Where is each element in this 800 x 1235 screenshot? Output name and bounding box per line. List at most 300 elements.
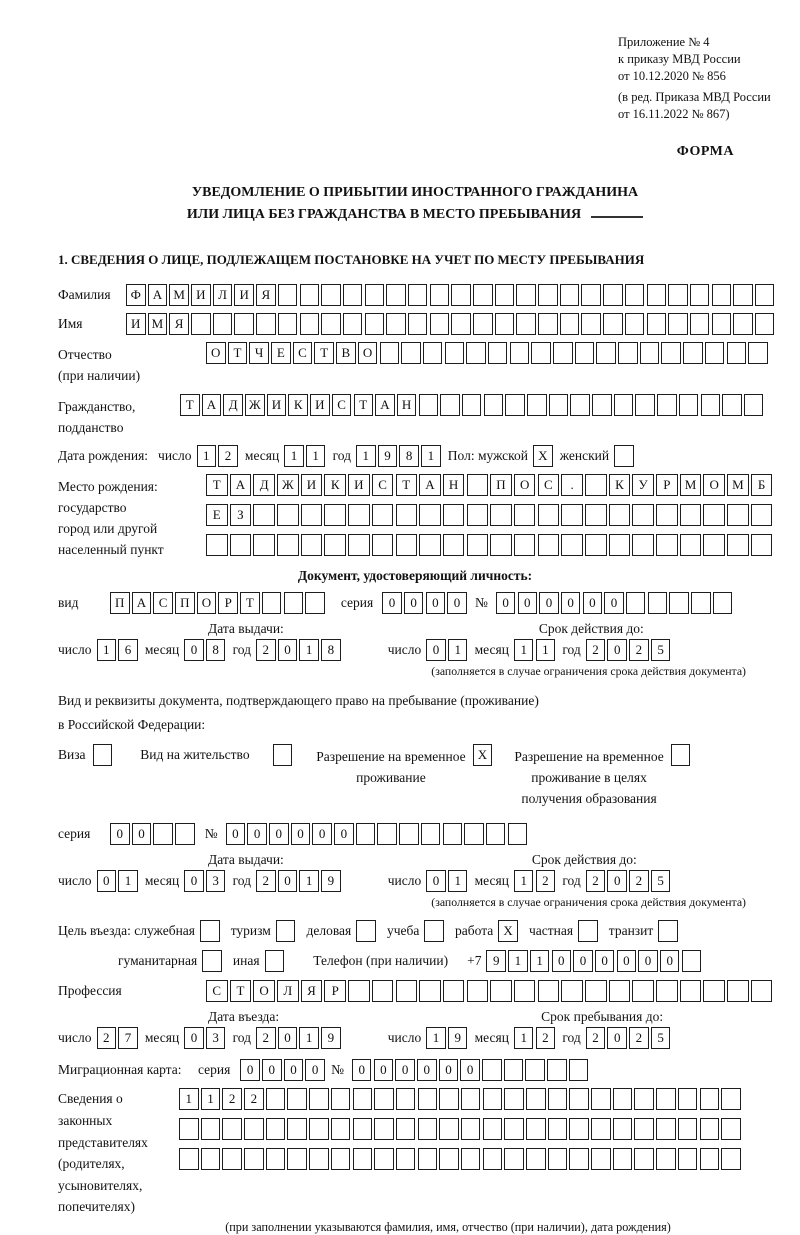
char-cell[interactable] (153, 823, 173, 845)
char-cell[interactable] (721, 1148, 741, 1170)
char-cell[interactable]: И (234, 284, 254, 306)
char-cell[interactable] (700, 1148, 720, 1170)
char-cell[interactable]: 2 (629, 870, 649, 892)
char-cell[interactable] (668, 284, 688, 306)
char-cell[interactable] (443, 504, 465, 526)
char-cell[interactable] (262, 592, 282, 614)
char-cell[interactable]: 0 (226, 823, 246, 845)
char-cell[interactable] (222, 1148, 242, 1170)
stay-doc-issue-year-cells[interactable] (256, 870, 343, 892)
char-cell[interactable] (721, 1088, 741, 1110)
char-cell[interactable] (324, 504, 346, 526)
char-cell[interactable]: Ж (277, 474, 299, 496)
char-cell[interactable] (424, 920, 444, 942)
char-cell[interactable]: З (230, 504, 252, 526)
char-cell[interactable]: 0 (184, 870, 204, 892)
char-cell[interactable] (632, 980, 654, 1002)
char-cell[interactable] (656, 1088, 676, 1110)
char-cell[interactable]: А (132, 592, 152, 614)
char-cell[interactable] (439, 1118, 459, 1140)
char-cell[interactable]: 0 (262, 1059, 282, 1081)
char-cell[interactable]: О (197, 592, 217, 614)
char-cell[interactable]: К (288, 394, 308, 416)
char-cell[interactable]: С (372, 474, 394, 496)
char-cell[interactable]: 1 (514, 1027, 534, 1049)
char-cell[interactable] (464, 823, 484, 845)
char-cell[interactable]: О (514, 474, 536, 496)
doc-issue-day-cells[interactable] (97, 639, 140, 661)
char-cell[interactable] (527, 394, 547, 416)
legal-row3-cells[interactable] (179, 1148, 743, 1170)
doc-valid-year-cells[interactable] (586, 639, 673, 661)
char-cell[interactable]: 1 (426, 1027, 446, 1049)
char-cell[interactable] (430, 284, 450, 306)
char-cell[interactable]: 1 (356, 445, 376, 467)
char-cell[interactable]: Е (206, 504, 228, 526)
char-cell[interactable] (277, 534, 299, 556)
char-cell[interactable] (377, 823, 397, 845)
char-cell[interactable] (656, 1118, 676, 1140)
char-cell[interactable]: 2 (536, 870, 556, 892)
char-cell[interactable] (504, 1118, 524, 1140)
char-cell[interactable] (671, 744, 691, 766)
char-cell[interactable]: 0 (278, 870, 298, 892)
char-cell[interactable] (514, 504, 536, 526)
char-cell[interactable] (300, 313, 320, 335)
char-cell[interactable] (560, 313, 580, 335)
entry-day-cells[interactable] (97, 1027, 140, 1049)
char-cell[interactable]: X (498, 920, 518, 942)
char-cell[interactable] (305, 592, 325, 614)
char-cell[interactable]: 9 (321, 870, 341, 892)
char-cell[interactable] (467, 474, 489, 496)
char-cell[interactable]: 1 (448, 639, 468, 661)
char-cell[interactable] (331, 1118, 351, 1140)
stay-doc-valid-month-cells[interactable] (514, 870, 557, 892)
char-cell[interactable]: 0 (110, 823, 130, 845)
char-cell[interactable] (510, 342, 530, 364)
business-checkbox[interactable] (356, 920, 378, 942)
char-cell[interactable]: 0 (247, 823, 267, 845)
char-cell[interactable]: А (419, 474, 441, 496)
char-cell[interactable]: 0 (374, 1059, 394, 1081)
char-cell[interactable] (648, 592, 668, 614)
char-cell[interactable]: 1 (299, 1027, 319, 1049)
char-cell[interactable] (175, 823, 195, 845)
name-cells[interactable] (126, 313, 777, 335)
char-cell[interactable] (668, 313, 688, 335)
char-cell[interactable] (680, 504, 702, 526)
char-cell[interactable]: М (727, 474, 749, 496)
char-cell[interactable] (591, 1148, 611, 1170)
char-cell[interactable] (603, 313, 623, 335)
char-cell[interactable]: 9 (486, 950, 506, 972)
char-cell[interactable] (585, 534, 607, 556)
char-cell[interactable]: Ж (245, 394, 265, 416)
char-cell[interactable]: П (490, 474, 512, 496)
char-cell[interactable] (287, 1148, 307, 1170)
char-cell[interactable] (482, 1059, 502, 1081)
char-cell[interactable]: М (148, 313, 168, 335)
char-cell[interactable]: Б (751, 474, 773, 496)
char-cell[interactable] (549, 394, 569, 416)
char-cell[interactable] (680, 980, 702, 1002)
char-cell[interactable] (179, 1118, 199, 1140)
char-cell[interactable] (430, 313, 450, 335)
char-cell[interactable]: 0 (607, 1027, 627, 1049)
char-cell[interactable] (473, 284, 493, 306)
char-cell[interactable] (234, 313, 254, 335)
migration-series-cells[interactable] (240, 1059, 327, 1081)
char-cell[interactable] (461, 1118, 481, 1140)
char-cell[interactable]: Я (169, 313, 189, 335)
char-cell[interactable] (495, 313, 515, 335)
char-cell[interactable] (727, 980, 749, 1002)
char-cell[interactable] (755, 284, 775, 306)
char-cell[interactable] (309, 1148, 329, 1170)
char-cell[interactable] (733, 284, 753, 306)
char-cell[interactable] (525, 1059, 545, 1081)
char-cell[interactable] (443, 823, 463, 845)
char-cell[interactable] (632, 534, 654, 556)
char-cell[interactable]: 0 (284, 1059, 304, 1081)
char-cell[interactable]: 1 (514, 639, 534, 661)
char-cell[interactable]: 0 (426, 639, 446, 661)
char-cell[interactable] (614, 394, 634, 416)
char-cell[interactable] (300, 284, 320, 306)
char-cell[interactable]: 1 (514, 870, 534, 892)
entry-year-cells[interactable] (256, 1027, 343, 1049)
char-cell[interactable] (679, 394, 699, 416)
stay-doc-series-cells[interactable] (110, 823, 197, 845)
char-cell[interactable]: А (375, 394, 395, 416)
char-cell[interactable]: 0 (404, 592, 424, 614)
char-cell[interactable]: И (191, 284, 211, 306)
char-cell[interactable] (700, 1118, 720, 1140)
char-cell[interactable]: 2 (244, 1088, 264, 1110)
char-cell[interactable] (609, 534, 631, 556)
char-cell[interactable]: 6 (118, 639, 138, 661)
char-cell[interactable] (561, 534, 583, 556)
char-cell[interactable] (526, 1088, 546, 1110)
char-cell[interactable] (353, 1088, 373, 1110)
char-cell[interactable]: И (348, 474, 370, 496)
char-cell[interactable] (634, 1118, 654, 1140)
char-cell[interactable]: Р (218, 592, 238, 614)
char-cell[interactable] (396, 504, 418, 526)
char-cell[interactable] (191, 313, 211, 335)
char-cell[interactable] (591, 1088, 611, 1110)
char-cell[interactable]: И (126, 313, 146, 335)
char-cell[interactable] (703, 504, 725, 526)
doc-issue-month-cells[interactable] (184, 639, 227, 661)
char-cell[interactable] (713, 592, 733, 614)
char-cell[interactable] (372, 534, 394, 556)
char-cell[interactable] (253, 504, 275, 526)
char-cell[interactable] (348, 534, 370, 556)
char-cell[interactable]: 2 (222, 1088, 242, 1110)
char-cell[interactable] (656, 534, 678, 556)
char-cell[interactable] (561, 504, 583, 526)
char-cell[interactable] (531, 342, 551, 364)
char-cell[interactable]: 0 (638, 950, 658, 972)
char-cell[interactable] (287, 1088, 307, 1110)
char-cell[interactable]: 2 (256, 1027, 276, 1049)
char-cell[interactable]: 0 (496, 592, 516, 614)
char-cell[interactable] (222, 1118, 242, 1140)
stay-doc-valid-day-cells[interactable] (426, 870, 469, 892)
stay-doc-issue-month-cells[interactable] (184, 870, 227, 892)
char-cell[interactable]: 1 (97, 639, 117, 661)
char-cell[interactable] (419, 534, 441, 556)
char-cell[interactable]: 9 (321, 1027, 341, 1049)
char-cell[interactable] (613, 1148, 633, 1170)
char-cell[interactable] (374, 1088, 394, 1110)
char-cell[interactable] (467, 534, 489, 556)
doc-valid-month-cells[interactable] (514, 639, 557, 661)
char-cell[interactable] (538, 284, 558, 306)
char-cell[interactable]: 8 (206, 639, 226, 661)
char-cell[interactable] (324, 534, 346, 556)
char-cell[interactable] (581, 313, 601, 335)
char-cell[interactable] (348, 504, 370, 526)
char-cell[interactable]: Ч (249, 342, 269, 364)
char-cell[interactable] (722, 394, 742, 416)
char-cell[interactable]: 3 (206, 870, 226, 892)
char-cell[interactable] (277, 504, 299, 526)
phone-cells[interactable] (486, 950, 703, 972)
char-cell[interactable] (483, 1148, 503, 1170)
char-cell[interactable]: 0 (660, 950, 680, 972)
char-cell[interactable]: И (301, 474, 323, 496)
char-cell[interactable] (343, 313, 363, 335)
char-cell[interactable] (483, 1118, 503, 1140)
char-cell[interactable]: 0 (426, 592, 446, 614)
char-cell[interactable]: 1 (299, 870, 319, 892)
char-cell[interactable] (678, 1148, 698, 1170)
char-cell[interactable] (669, 592, 689, 614)
birth-day-cells[interactable] (197, 445, 240, 467)
char-cell[interactable] (266, 1148, 286, 1170)
char-cell[interactable] (396, 534, 418, 556)
doc-issue-year-cells[interactable] (256, 639, 343, 661)
char-cell[interactable] (439, 1148, 459, 1170)
char-cell[interactable] (632, 504, 654, 526)
char-cell[interactable] (278, 284, 298, 306)
char-cell[interactable]: У (632, 474, 654, 496)
char-cell[interactable] (466, 342, 486, 364)
char-cell[interactable]: Т (354, 394, 374, 416)
char-cell[interactable] (703, 980, 725, 1002)
char-cell[interactable]: 7 (118, 1027, 138, 1049)
char-cell[interactable] (331, 1148, 351, 1170)
entry-month-cells[interactable] (184, 1027, 227, 1049)
char-cell[interactable]: Я (256, 284, 276, 306)
char-cell[interactable] (548, 1088, 568, 1110)
char-cell[interactable]: 0 (617, 950, 637, 972)
birth-place-row1-cells[interactable] (206, 474, 775, 496)
char-cell[interactable]: О (358, 342, 378, 364)
private-checkbox[interactable] (578, 920, 600, 942)
char-cell[interactable] (701, 394, 721, 416)
char-cell[interactable] (614, 445, 634, 467)
char-cell[interactable] (213, 313, 233, 335)
doc-number-cells[interactable] (496, 592, 735, 614)
char-cell[interactable]: 5 (651, 870, 671, 892)
char-cell[interactable] (418, 1088, 438, 1110)
legal-row1-cells[interactable] (179, 1088, 743, 1110)
char-cell[interactable] (657, 394, 677, 416)
char-cell[interactable]: 2 (586, 639, 606, 661)
char-cell[interactable]: 0 (595, 950, 615, 972)
migration-number-cells[interactable] (352, 1059, 591, 1081)
char-cell[interactable]: 0 (312, 823, 332, 845)
char-cell[interactable]: А (148, 284, 168, 306)
char-cell[interactable] (421, 823, 441, 845)
char-cell[interactable] (356, 920, 376, 942)
char-cell[interactable]: 1 (421, 445, 441, 467)
char-cell[interactable] (380, 342, 400, 364)
char-cell[interactable] (721, 1118, 741, 1140)
char-cell[interactable] (548, 1118, 568, 1140)
char-cell[interactable]: 2 (586, 870, 606, 892)
char-cell[interactable]: 5 (651, 1027, 671, 1049)
char-cell[interactable] (547, 1059, 567, 1081)
char-cell[interactable]: Т (206, 474, 228, 496)
char-cell[interactable] (439, 1088, 459, 1110)
char-cell[interactable] (613, 1088, 633, 1110)
char-cell[interactable] (244, 1148, 264, 1170)
char-cell[interactable]: 1 (530, 950, 550, 972)
char-cell[interactable]: П (110, 592, 130, 614)
char-cell[interactable] (401, 342, 421, 364)
char-cell[interactable] (266, 1088, 286, 1110)
char-cell[interactable] (256, 313, 276, 335)
char-cell[interactable]: 3 (206, 1027, 226, 1049)
char-cell[interactable] (618, 342, 638, 364)
char-cell[interactable]: 2 (218, 445, 238, 467)
other-checkbox[interactable] (265, 950, 287, 972)
char-cell[interactable] (266, 1118, 286, 1140)
char-cell[interactable] (418, 1148, 438, 1170)
char-cell[interactable] (321, 284, 341, 306)
char-cell[interactable] (488, 342, 508, 364)
char-cell[interactable] (526, 1148, 546, 1170)
work-checkbox[interactable] (498, 920, 520, 942)
char-cell[interactable] (386, 313, 406, 335)
char-cell[interactable] (276, 920, 296, 942)
char-cell[interactable] (486, 823, 506, 845)
profession-cells[interactable] (206, 980, 775, 1002)
char-cell[interactable]: 2 (97, 1027, 117, 1049)
char-cell[interactable] (634, 1148, 654, 1170)
char-cell[interactable] (581, 284, 601, 306)
char-cell[interactable]: X (473, 744, 493, 766)
char-cell[interactable] (200, 920, 220, 942)
char-cell[interactable]: О (703, 474, 725, 496)
char-cell[interactable]: Т (240, 592, 260, 614)
char-cell[interactable] (353, 1148, 373, 1170)
char-cell[interactable] (451, 313, 471, 335)
char-cell[interactable]: П (175, 592, 195, 614)
char-cell[interactable]: 2 (586, 1027, 606, 1049)
char-cell[interactable] (634, 1088, 654, 1110)
char-cell[interactable] (678, 1088, 698, 1110)
char-cell[interactable]: Д (223, 394, 243, 416)
char-cell[interactable] (440, 394, 460, 416)
char-cell[interactable] (691, 592, 711, 614)
legal-row2-cells[interactable] (179, 1118, 743, 1140)
citizenship-cells[interactable] (180, 394, 766, 416)
char-cell[interactable] (374, 1118, 394, 1140)
doc-type-cells[interactable] (110, 592, 327, 614)
char-cell[interactable]: 0 (604, 592, 624, 614)
char-cell[interactable]: 0 (607, 639, 627, 661)
char-cell[interactable]: Ф (126, 284, 146, 306)
char-cell[interactable] (206, 534, 228, 556)
char-cell[interactable] (658, 920, 678, 942)
char-cell[interactable]: . (561, 474, 583, 496)
char-cell[interactable] (585, 980, 607, 1002)
char-cell[interactable] (284, 592, 304, 614)
char-cell[interactable] (682, 950, 702, 972)
char-cell[interactable] (647, 313, 667, 335)
char-cell[interactable] (374, 1148, 394, 1170)
char-cell[interactable] (508, 823, 528, 845)
char-cell[interactable]: 0 (439, 1059, 459, 1081)
char-cell[interactable]: С (332, 394, 352, 416)
humanitarian-checkbox[interactable] (202, 950, 224, 972)
char-cell[interactable] (592, 394, 612, 416)
temp-residence-checkbox[interactable] (473, 744, 495, 766)
char-cell[interactable]: 2 (629, 639, 649, 661)
char-cell[interactable] (495, 284, 515, 306)
char-cell[interactable]: 0 (583, 592, 603, 614)
char-cell[interactable] (467, 504, 489, 526)
char-cell[interactable] (461, 1088, 481, 1110)
birth-year-cells[interactable] (356, 445, 443, 467)
char-cell[interactable]: М (680, 474, 702, 496)
char-cell[interactable] (705, 342, 725, 364)
char-cell[interactable]: Т (228, 342, 248, 364)
char-cell[interactable] (399, 823, 419, 845)
char-cell[interactable] (419, 394, 439, 416)
char-cell[interactable]: 9 (448, 1027, 468, 1049)
char-cell[interactable] (727, 504, 749, 526)
char-cell[interactable]: 0 (426, 870, 446, 892)
patronymic-cells[interactable] (206, 342, 770, 364)
char-cell[interactable] (727, 342, 747, 364)
char-cell[interactable] (625, 284, 645, 306)
char-cell[interactable] (451, 284, 471, 306)
char-cell[interactable] (423, 342, 443, 364)
char-cell[interactable] (683, 342, 703, 364)
char-cell[interactable] (504, 1088, 524, 1110)
char-cell[interactable] (585, 504, 607, 526)
purpose-official-checkbox[interactable] (200, 920, 222, 942)
char-cell[interactable]: 0 (518, 592, 538, 614)
char-cell[interactable] (548, 1148, 568, 1170)
char-cell[interactable] (309, 1118, 329, 1140)
temp-residence-edu-checkbox[interactable] (671, 744, 693, 766)
char-cell[interactable]: 0 (269, 823, 289, 845)
char-cell[interactable] (462, 394, 482, 416)
stay-doc-valid-year-cells[interactable] (586, 870, 673, 892)
char-cell[interactable] (561, 980, 583, 1002)
char-cell[interactable]: Р (656, 474, 678, 496)
char-cell[interactable]: 0 (305, 1059, 325, 1081)
stay-doc-number-cells[interactable] (226, 823, 530, 845)
